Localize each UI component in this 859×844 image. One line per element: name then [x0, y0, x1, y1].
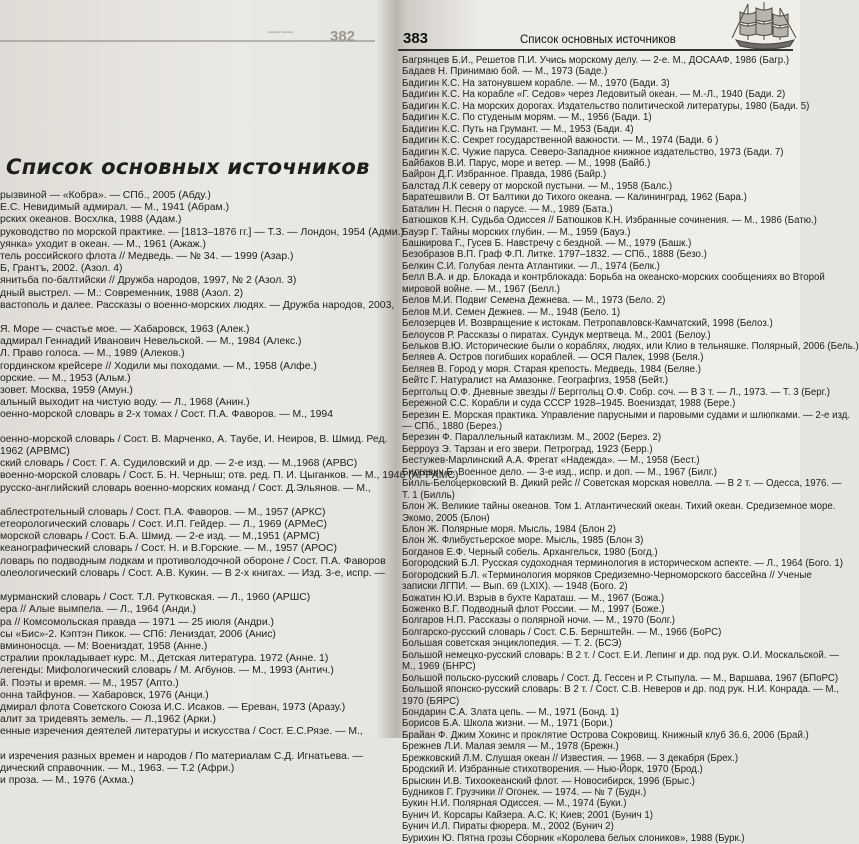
bibliography-entry: Бадигин К.С. Секрет государственной важности. — М., 1974 (Бади. 6 ): [402, 135, 719, 147]
bibliography-entry: Белов М.И. Подвиг Семена Дежнева. — М., 1973 (Бело. 2): [402, 295, 666, 307]
bibliography-entry: Багрянцев Б.И., Решетов П.И. Учись морскому делу. — 2-е. М., ДОСААФ, 1986 (Багр.): [402, 55, 790, 66]
bibliography-entry: Бродский И. Избранные стихотворения. — Нью-Йорк, 1970 (Брод.): [402, 764, 703, 776]
bibliography-entry: Блон Ж. Великие тайны океанов. Том 1. Атлантический океан. Тихий океан. Средиземное море.: [402, 501, 836, 513]
bibliography-entry: Большая советская энциклопедия. — Т. 2. (БСЭ): [402, 638, 622, 650]
bibliography-entry: русско-английский словарь военно-морских команд / Сост. Д.Эльянов. — М.,: [0, 482, 371, 494]
bibliography-entry: мировой войне. — М., 1967 (Белл.): [402, 283, 560, 295]
bibliography-entry: Беляев А. Остров погибших кораблей. — ОСЯ Палек, 1998 (Беля.): [402, 352, 704, 364]
bibliography-entry: Бейтс Г. Натуралист на Амазонке. Географгиз, 1958 (Бейт.): [402, 375, 669, 387]
header-rule: [398, 49, 793, 51]
bibliography-entry: морской словарь / Сост. Б.А. Шмид. — 2-е изд. — М.,1951 (АРМС): [0, 531, 320, 543]
bibliography-entry: Букин Н.И. Полярная Одиссея. — М., 1974 (Буки.): [402, 798, 627, 810]
bibliography-entry: алит за тридевять земель. — Л.,1962 (Арки.): [0, 714, 216, 726]
bibliography-entry: Батюшков К.Н. Судьба Одиссея // Батюшков К.Н. Избранные сочинения. — М., 1986 (Батю.): [402, 215, 817, 227]
bibliography-list-right: [402, 55, 859, 844]
bibliography-entry: оенно-морской словарь в 2-х томах / Сост. П.А. Фаворов. — М., 1994: [0, 409, 333, 421]
bibliography-entry: 1970 (БЯРС): [402, 695, 460, 707]
bibliography-entry: Бондарин С.А. Злата цепь. — М., 1971 (Бонд. 1): [402, 706, 619, 718]
bibliography-entry: Б, Грантъ, 2002. (Азол. 4): [0, 263, 123, 275]
bibliography-entry: и изречения разных времен и народов / По материалам С.Д. Игнатьева. —: [0, 750, 363, 762]
running-header: Список основных источников: [520, 34, 676, 46]
bibliography-entry: и проза. — М., 1976 (Ахма.): [0, 775, 134, 786]
bibliography-entry: — СПб., 1880 (Берез.): [402, 421, 503, 432]
bibliography-entry: дический справочник. — М., 1963. — Т.2 (Афри.): [0, 762, 235, 774]
sailing-ship-icon: [728, 0, 798, 50]
bibliography-entry: Болгарско-русский словарь / Сост. С.Б. Бернштейн. — М., 1966 (БоРС): [402, 626, 722, 638]
bibliography-entry: Березин Ф. Параллельный катаклизм. М., 2002 (Берез. 2): [402, 432, 662, 444]
bibliography-entry: рызвиной — «Кобра». — СПб., 2005 (Абду.): [0, 190, 211, 201]
bibliography-entry: Е.С. Невидимый адмирал. — М., 1941 (Абрам.): [0, 202, 230, 214]
bibliography-entry: олеологический словарь / Сост. А.В. Кукин. — В 2-х книгах. — Изд. 3-е, испр. —: [0, 567, 385, 579]
bibliography-entry: зовет. Москва, 1959 (Амун.): [0, 385, 133, 396]
bibliography-entry: кеанографический словарь / Сост. Н. и В.Горские. — М., 1957 (АРОС): [0, 543, 338, 555]
bibliography-entry: Башкирова Г., Гусев Б. Навстречу с бездной. — М., 1979 (Башк.): [402, 238, 692, 249]
bibliography-entry: дмирал флота Советского Союза И.С. Исаков. — Ереван, 1973 (Аразу.): [0, 701, 346, 713]
bibliography-entry: мурманский словарь / Сост. Т.Л. Рутковская. — Л., 1960 (АРШС): [0, 592, 311, 604]
bibliography-entry: аблестротельный словарь / Сост. П.А. Фаворов. — М., 1957 (АРКС): [0, 506, 326, 518]
bibliography-entry: Бунич И. Корсары Кайзера. А.С. К; Киев; 2001 (Бунич 1): [402, 809, 653, 821]
bibliography-entry: Безобразов В.П. Граф Ф.П. Литке. 1797–1832. — СПб., 1888 (Безо.): [402, 249, 707, 261]
bibliography-entry: Белов М.И. Семен Дежнев. — М., 1948 (Бело. 1): [402, 306, 621, 318]
bibliography-entry: ловарь по подводным лодкам и противолодочной обороне / Сост. П.А. Фаворов: [0, 555, 386, 567]
bibliography-entry: Бадигин К.С. Путь на Грумант. — М., 1953 (Бади. 4): [402, 123, 634, 135]
bibliography-entry: Бестужев-Марлинский А.А. Фрегат «Надежда». — М., 1958 (Бест.): [402, 455, 700, 467]
bibliography-entry: рских океанов. Восхлка, 1988 (Адам.): [0, 214, 182, 226]
bibliography-entry: Березин Е. Морская практика. Управление парусными и паровыми судами и шлюпками. — 2-е изд.: [402, 409, 851, 421]
bibliography-entry: Болгаров Н.П. Рассказы о полярной ночи. — М., 1970 (Болг.): [402, 615, 676, 627]
bibliography-entry: орские. — М., 1953 (Альм.): [0, 372, 131, 384]
bibliography-entry: Бурихин Ю. Пятна грозы Сборник «Королева белых слоников», 1988 (Бурк.): [402, 832, 745, 844]
bibliography-entry: Борисов Б.А. Школа жизни. — М., 1971 (Бори.): [402, 718, 613, 730]
section-title: Список основных источников: [6, 155, 370, 179]
bibliography-entry: записки ЛГПИ. — Вып. 69 (LXIX). — 1948 (Бого. 2): [402, 581, 628, 593]
bibliography-entry: ра // Комсомольская правда — 1971 — 25 июля (Андри.): [0, 616, 274, 628]
bibliography-entry: Бунич И.Л. Пираты фюрера. М., 2002 (Бунич 2): [402, 821, 614, 833]
bibliography-entry: Белкин С.И. Голубая лента Атлантики. — Л., 1974 (Белк.): [402, 260, 660, 272]
bibliography-entry: Белозерцев И. Возвращение к истокам. Петропавловск-Камчатский, 1998 (Белоз.): [402, 318, 773, 330]
bibliography-entry: 1962 (АРВМС): [0, 445, 70, 457]
bibliography-entry: Брыскин И.В. Тихоокеанский флот. — Новосибирск, 1996 (Брыс.): [402, 775, 695, 787]
bibliography-entry: Божатин Ю.И. Взрыв в бухте Караташ. — М., 1967 (Божа.): [402, 592, 665, 604]
bibliography-entry: Бадигин К.С. На затонувшем корабле. — М., 1970 (Бади. 3): [402, 77, 670, 89]
bibliography-entry: Бадаев Н. Принимаю бой. — М., 1973 (Бадe.): [402, 66, 608, 78]
bibliography-entry: Большой немецко-русский словарь: В 2 т. / Сост. Е.И. Лепинг и др. под рук. О.И. Москальской. —: [402, 649, 839, 661]
bibliography-entry: Я. Море — счастье мое. — Хабаровск, 1963 (Алек.): [0, 324, 250, 336]
bibliography-entry: Богданов Е.Ф. Черный собель. Архангельск, 1980 (Богд.): [402, 546, 658, 558]
bibliography-entry: Бадигин К.С. На морских дорогах. Издательство политической литературы, 1980 (Бади. 5): [402, 100, 810, 112]
bibliography-entry: Богородский Б.Л. Русская судоходная терминология в историческом аспекте. — Л., 1964 (Бого. 1): [402, 558, 843, 570]
bibliography-entry: Билгевич Б. Военное дело. — 3-е изд., испр. и доп. — М., 1967 (Билг.): [402, 466, 717, 478]
bibliography-entry: оенно-морской словарь / Сост. В. Марченко, А. Таубе, И. Неиров, В. Шмид. Ред.: [0, 433, 388, 445]
bibliography-entry: легенды: Мифологический словарь / М. Агбунов. — М., 1993 (Антич.): [0, 665, 334, 677]
bibliography-entry: янитьба по-балтийски // Дружба народов, 1997, № 2 (Азол. 3): [0, 275, 297, 287]
bibliography-entry: Бережной С.С. Корабли и суда СССР 1928–1945. Воениздат, 1988 (Бере.): [402, 398, 736, 410]
bibliography-entry: Байрон Д.Г. Избранное. Правда, 1986 (Байр.): [402, 169, 607, 181]
bibliography-entry: етеорологический словарь / Сост. И.П. Гейдер. — Л., 1969 (АРМеС): [0, 519, 327, 531]
bibliography-entry: Л. Право голоса. — М., 1989 (Алеков.): [0, 348, 185, 360]
bibliography-entry: Балстад Л.К северу от морской пустыни. — М., 1958 (Балс.): [402, 180, 673, 192]
bibliography-entry: альный выходит на чистую воду. — Л., 1968 (Анин.): [0, 397, 250, 409]
bibliography-entry: Бадигин К.С. Чужие паруса. Северо-Западное книжное издательство, 1973 (Бади. 7): [402, 146, 784, 158]
bibliography-entry: [0, 738, 388, 750]
bibliography-entry: [0, 495, 388, 507]
bibliography-entry: Будников Г. Грузчики // Огонек. — 1974. — № 7 (Будн.): [402, 787, 647, 798]
bibliography-entry: Большой польско-русский словарь / Сост. Д. Гессен и Р. Стыпула. — М., Варшава, 1967 (БПоРС): [402, 672, 839, 684]
bibliography-entry: Билль-Белоцерковский В. Дикий рейс // Советская морская новелла. — В 2 т. — Одесса, 1976. —: [402, 478, 842, 490]
bibliography-entry: Брежнев Л.И. Малая земля — М., 1978 (Брежн.): [402, 741, 619, 753]
bibliography-entry: Байбаков В.И. Парус, море и ветер. — М., 1998 (Байб.): [402, 157, 651, 169]
bibliography-entry: Блон Ж. Флибустьерское море. Мысль, 1985 (Блон 3): [402, 535, 644, 547]
bibliography-entry: военно-морской словарь / Сост. Б. Н. Черныш; отв. ред. П. И. Цыганков. — М., 1946 (АРРАМС): [0, 470, 459, 482]
bibliography-entry: Берггольц О.Ф. Дневные звезды // Берггольц О.Ф. Собр. соч. — В 3 т. — Л., 1973. — Т. 3 (Берг.): [402, 386, 830, 398]
bibliography-entry: вминоносца. — М: Воениздат, 1958 (Анне.): [0, 640, 208, 652]
bibliography-entry: й. Поэты и время. — М., 1957 (Апто.): [0, 677, 179, 689]
bibliography-entry: Белоусов Р. Рассказы о пиратах. Сундук мертвеца. М., 2001 (Белоу.): [402, 329, 711, 341]
bibliography-entry: Блон Ж. Полярные моря. Мысль, 1984 (Блон 2): [402, 523, 617, 535]
bibliography-entry: Большой японско-русский словарь: В 2 т. / Сост. С.В. Неверов и др. под рук. Н.И. Конрада. — М.,: [402, 684, 839, 696]
page-number: 383: [403, 30, 429, 47]
bibliography-entry: Бауэр Г. Тайны морских глубин. — М., 1959 (Бауэ.): [402, 226, 631, 238]
bibliography-entry: дный выстрел. — М.: Современник, 1988 (Азол. 2): [0, 287, 244, 299]
bibliography-entry: сы «Бис»-2. Кэптэн Пикок. — СПб: Лениздат, 2006 (Анис): [0, 628, 276, 640]
header-rule: [0, 40, 375, 42]
bibliography-entry: ера // Алые вымпела. — Л., 1964 (Анди.): [0, 604, 196, 616]
bibliography-entry: Бадигин К.С. По студеным морям. — М., 1956 (Бади. 1): [402, 112, 652, 124]
bibliography-entry: Берроуз Э. Тарзан и его звери. Петроград, 1923 (Берр.): [402, 443, 653, 455]
bibliography-entry: Баталин Н. Песня о парусе. — М., 1989 (Бата.): [402, 203, 613, 215]
bibliography-entry: стралии прокладывает курс. М., Детская литература. 1972 (Анне. 1): [0, 653, 329, 665]
bibliography-entry: Богородский Б.Л. «Терминология моряков Средиземно-Черноморского бассейна // Ученые: [402, 569, 812, 581]
bibliography-entry: [0, 580, 388, 592]
bibliography-entry: Бельков В.Ю. Исторические были о кораблях, людях, или Клио в тельняшке. Полярный, 2006 (Бель.): [402, 340, 859, 352]
bibliography-entry: руководство по морской практике. — [1813–1876 гг.] — Т.3. — Лондон, 1954 (Адми.): [0, 226, 404, 238]
bibliography-entry: уянка» уходит в океан. — М., 1961 (Ажаж.): [0, 238, 206, 250]
right-page: [398, 0, 859, 844]
bibliography-entry: Белл В.А. и др. Блокада и контрблокада: Борьба на океанско-морских сообщениях во Второй: [402, 272, 825, 284]
bibliography-entry: Брежковский Л.М. Слушая океан // Известия. — 1968. — 3 декабря (Брех.): [402, 752, 739, 764]
bibliography-entry: Бадигин К.С. На корабле «Г. Седов» через Ледовитый океан. — М.-Л., 1940 (Бади. 2): [402, 89, 786, 101]
running-header: ——: [268, 24, 294, 38]
bibliography-entry: Баратешвили В. От Балтики до Тихого океана. — Калининград, 1962 (Бара.): [402, 192, 747, 204]
bibliography-entry: адмирал Геннадий Иванович Невельской. — М., 1984 (Алекс.): [0, 336, 302, 348]
bibliography-entry: [0, 312, 388, 324]
bibliography-entry: енные изречения деятелей литературы и искусства / Сост. Е.С.Рязе. — М.,: [0, 726, 363, 738]
bibliography-entry: Брайан Ф. Джим Хокинс и проклятие Острова Сокровищ. Книжный клуб 36.6, 2006 (Брай.): [402, 729, 809, 741]
bibliography-entry: вастополь и далее. Рассказы о военно-морских людях. — Дружба народов, 2003,: [0, 299, 395, 311]
bibliography-entry: ский словарь / Сост. Г. А. Судиловский и др. — 2-е изд. — М.,1968 (АРВС): [0, 458, 358, 470]
bibliography-entry: онна тайфунов. — Хабаровск, 1976 (Анци.): [0, 689, 209, 701]
bibliography-entry: [0, 422, 388, 434]
page-number: 382: [330, 28, 356, 45]
bibliography-entry: тель российского флота // Медведь. — № 34. — 1999 (Азар.): [0, 250, 294, 262]
bibliography-entry: Боженко В.Г. Подводный флот России. — М., 1997 (Боже.): [402, 604, 665, 615]
bibliography-entry: гординском крейсере // Ходили мы походами. — М., 1958 (Алфе.): [0, 360, 317, 372]
bibliography-entry: Экомо, 2005 (Блон): [402, 512, 490, 524]
bibliography-entry: М., 1969 (БНРС): [402, 661, 476, 673]
bibliography-entry: Беляев В. Город у моря. Старая крепость. Медведь, 1984 (Беляе.): [402, 363, 701, 375]
bibliography-entry: Т. 1 (Билль): [402, 489, 455, 501]
